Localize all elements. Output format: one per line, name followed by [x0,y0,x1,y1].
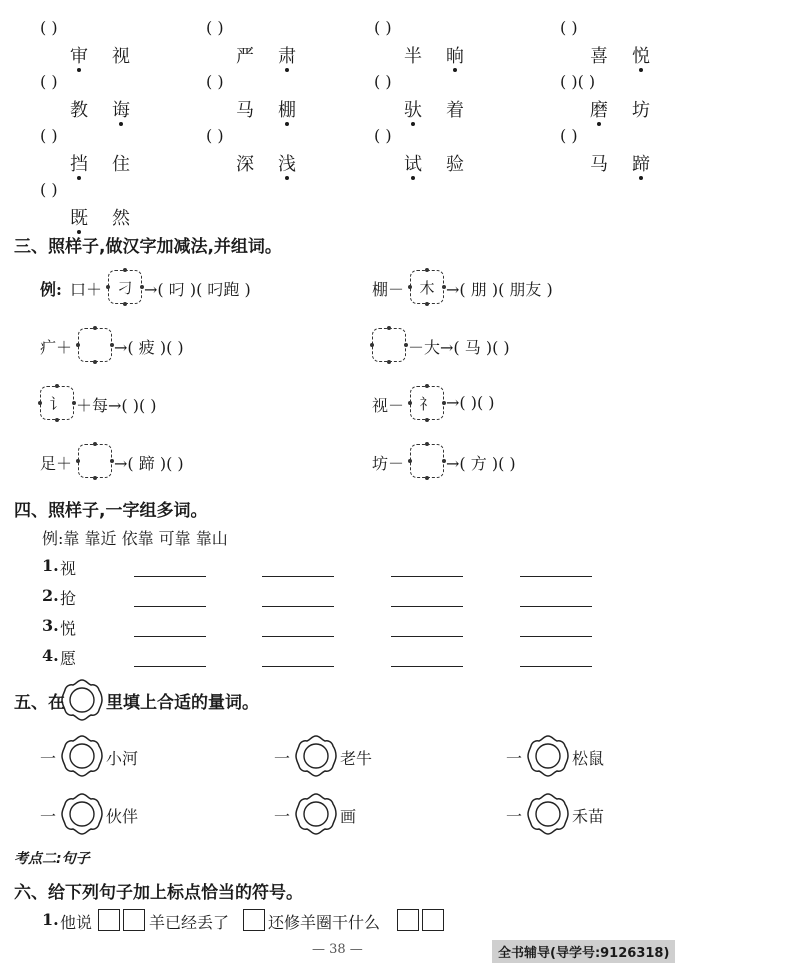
equation-right[interactable]: →( 蹄 )( ) [114,454,184,473]
prefix-yi: 一 [40,807,57,826]
answer-line[interactable] [262,666,334,667]
dashed-char-box[interactable]: 木 [410,270,444,304]
word-char: 驮 [404,100,422,121]
emphasis-dot [453,68,457,72]
flower-answer-box[interactable] [524,732,572,780]
word-char: 教 [70,100,88,121]
equation-right[interactable]: →( 疲 )( ) [114,338,184,357]
dashed-char-box[interactable] [78,328,112,362]
box-tick [76,343,80,347]
pinyin-blank[interactable]: ( ) [206,18,224,37]
word-char: 肃 [278,46,296,67]
answer-line[interactable] [520,606,592,607]
example-label: 例: [40,280,62,299]
answer-line[interactable] [134,636,206,637]
noun-word: 松鼠 [572,749,605,768]
word-char: 验 [446,154,464,175]
box-tick [425,442,429,446]
noun-word: 禾苗 [572,807,605,826]
pinyin-blank[interactable]: ( ) [206,126,224,145]
section4-example: 例:靠 靠近 依靠 可靠 靠山 [42,529,228,548]
noun-word: 伙伴 [106,807,139,826]
equation-left: 视－ [372,396,405,415]
noun-word: 老牛 [340,749,373,768]
box-tick [370,343,374,347]
prefix-yi: 一 [506,749,523,768]
answer-line[interactable] [520,636,592,637]
answer-line[interactable] [134,576,206,577]
answer-line[interactable] [262,576,334,577]
box-tick [93,326,97,330]
equation-right[interactable]: →( )( ) [446,393,495,412]
box-tick [387,326,391,330]
pinyin-blank[interactable]: ( ) [560,126,578,145]
equation-left: 疒＋ [40,338,73,357]
emphasis-dot [285,68,289,72]
section4-title: 四、照样子,一字组多词。 [14,501,208,521]
kaodian-label: 考点二:句子 [14,851,90,867]
word-char: 深 [236,154,254,175]
emphasis-dot [411,122,415,126]
box-tick [425,384,429,388]
word-char: 悦 [632,46,650,67]
section5-title-pre: 五、在 [14,693,65,713]
item-number: 2. [42,586,59,605]
dashed-char-box[interactable]: 礻 [410,386,444,420]
equation-right[interactable]: →( 朋 )( 朋友 ) [446,280,553,299]
pinyin-blank[interactable]: ( ) [374,18,392,37]
page-number: — 38 — [312,942,363,957]
word-char: 棚 [278,100,296,121]
flower-answer-box[interactable] [292,732,340,780]
answer-line[interactable] [520,666,592,667]
flower-answer-box[interactable] [292,790,340,838]
section6-title: 六、给下列句子加上标点恰当的符号。 [14,883,303,903]
dashed-char-box[interactable]: 刁 [108,270,142,304]
word-char: 坊 [632,100,650,121]
noun-word: 小河 [106,749,139,768]
prefix-yi: 一 [506,807,523,826]
emphasis-dot [77,176,81,180]
emphasis-dot [597,122,601,126]
pinyin-blank[interactable]: ( )( ) [560,72,596,91]
equation-left: 足＋ [40,454,73,473]
answer-line[interactable] [391,636,463,637]
item-char: 视 [60,559,77,578]
word-char: 严 [236,46,254,67]
word-char: 磨 [590,100,608,121]
box-tick [106,285,110,289]
word-char: 蹄 [632,154,650,175]
box-tick [123,302,127,306]
section3-title: 三、照样子,做汉字加减法,并组词。 [14,237,282,257]
box-tick [425,302,429,306]
word-char: 视 [112,46,130,67]
pinyin-blank[interactable]: ( ) [40,18,58,37]
item-char: 悦 [60,619,77,638]
word-char: 晌 [446,46,464,67]
item-number: 1. [42,556,59,575]
box-tick [123,268,127,272]
box-tick [55,418,59,422]
equation-right[interactable]: ＋每→( )( ) [76,396,157,415]
item-char: 抢 [60,589,77,608]
pinyin-blank[interactable]: ( ) [40,126,58,145]
box-tick [55,384,59,388]
box-tick [38,401,42,405]
flower-answer-box[interactable] [58,732,106,780]
guide-badge: 全书辅导(导学号:9126318) [492,940,675,963]
box-tick [408,285,412,289]
prefix-yi: 一 [274,807,291,826]
equation-right[interactable]: →( 方 )( ) [446,454,516,473]
dashed-char-box[interactable]: 讠 [40,386,74,420]
answer-line[interactable] [262,606,334,607]
answer-line[interactable] [391,576,463,577]
punct-box[interactable] [98,909,120,931]
equation-left: 口＋ [70,280,103,299]
equation-left: 棚－ [372,280,405,299]
pinyin-blank[interactable]: ( ) [40,72,58,91]
box-tick [76,459,80,463]
item-char: 愿 [60,649,77,668]
word-char: 审 [70,46,88,67]
answer-line[interactable] [262,636,334,637]
answer-line[interactable] [391,666,463,667]
box-tick [408,401,412,405]
box-tick [425,418,429,422]
word-char: 既 [70,208,88,229]
box-tick [408,459,412,463]
flower-icon [58,676,106,724]
word-char: 浅 [278,154,296,175]
equation-left: 坊－ [372,454,405,473]
answer-line[interactable] [134,666,206,667]
box-tick [93,476,97,480]
section5-title-post: 里填上合适的量词。 [106,693,259,713]
answer-line[interactable] [520,576,592,577]
sentence1-part-a: 他说 [60,913,93,932]
word-char: 半 [404,46,422,67]
punct-box[interactable] [397,909,419,931]
flower-answer-box[interactable] [58,790,106,838]
dashed-char-box[interactable] [78,444,112,478]
pinyin-blank[interactable]: ( ) [206,72,224,91]
dashed-char-box[interactable] [372,328,406,362]
prefix-yi: 一 [274,749,291,768]
word-char: 马 [590,154,608,175]
word-char: 诲 [112,100,130,121]
emphasis-dot [285,176,289,180]
pinyin-blank[interactable]: ( ) [374,72,392,91]
emphasis-dot [119,122,123,126]
emphasis-dot [77,68,81,72]
pinyin-blank[interactable]: ( ) [560,18,578,37]
box-tick [425,476,429,480]
box-tick [93,360,97,364]
word-char: 着 [446,100,464,121]
equation-right[interactable]: －大→( 马 )( ) [408,338,510,357]
answer-line[interactable] [134,606,206,607]
word-char: 马 [236,100,254,121]
item-number: 3. [42,616,59,635]
sentence1-part-c: 还修羊圈干什么 [268,913,381,932]
punct-box[interactable] [123,909,145,931]
dashed-char-box[interactable] [410,444,444,478]
answer-line[interactable] [391,606,463,607]
equation-right[interactable]: →( 叼 )( 叼跑 ) [144,280,251,299]
box-tick [425,268,429,272]
word-char: 住 [112,154,130,175]
pinyin-blank[interactable]: ( ) [374,126,392,145]
flower-answer-box[interactable] [524,790,572,838]
noun-word: 画 [340,807,357,826]
word-char: 喜 [590,46,608,67]
sentence1-number: 1. [42,910,59,929]
prefix-yi: 一 [40,749,57,768]
emphasis-dot [639,176,643,180]
punct-box[interactable] [243,909,265,931]
word-char: 挡 [70,154,88,175]
box-tick [387,360,391,364]
sentence1-part-b: 羊已经丢了 [149,913,230,932]
emphasis-dot [285,122,289,126]
punct-box[interactable] [422,909,444,931]
item-number: 4. [42,646,59,665]
pinyin-blank[interactable]: ( ) [40,180,58,199]
word-char: 然 [112,208,130,229]
emphasis-dot [639,68,643,72]
emphasis-dot [411,176,415,180]
word-char: 试 [404,154,422,175]
box-tick [93,442,97,446]
